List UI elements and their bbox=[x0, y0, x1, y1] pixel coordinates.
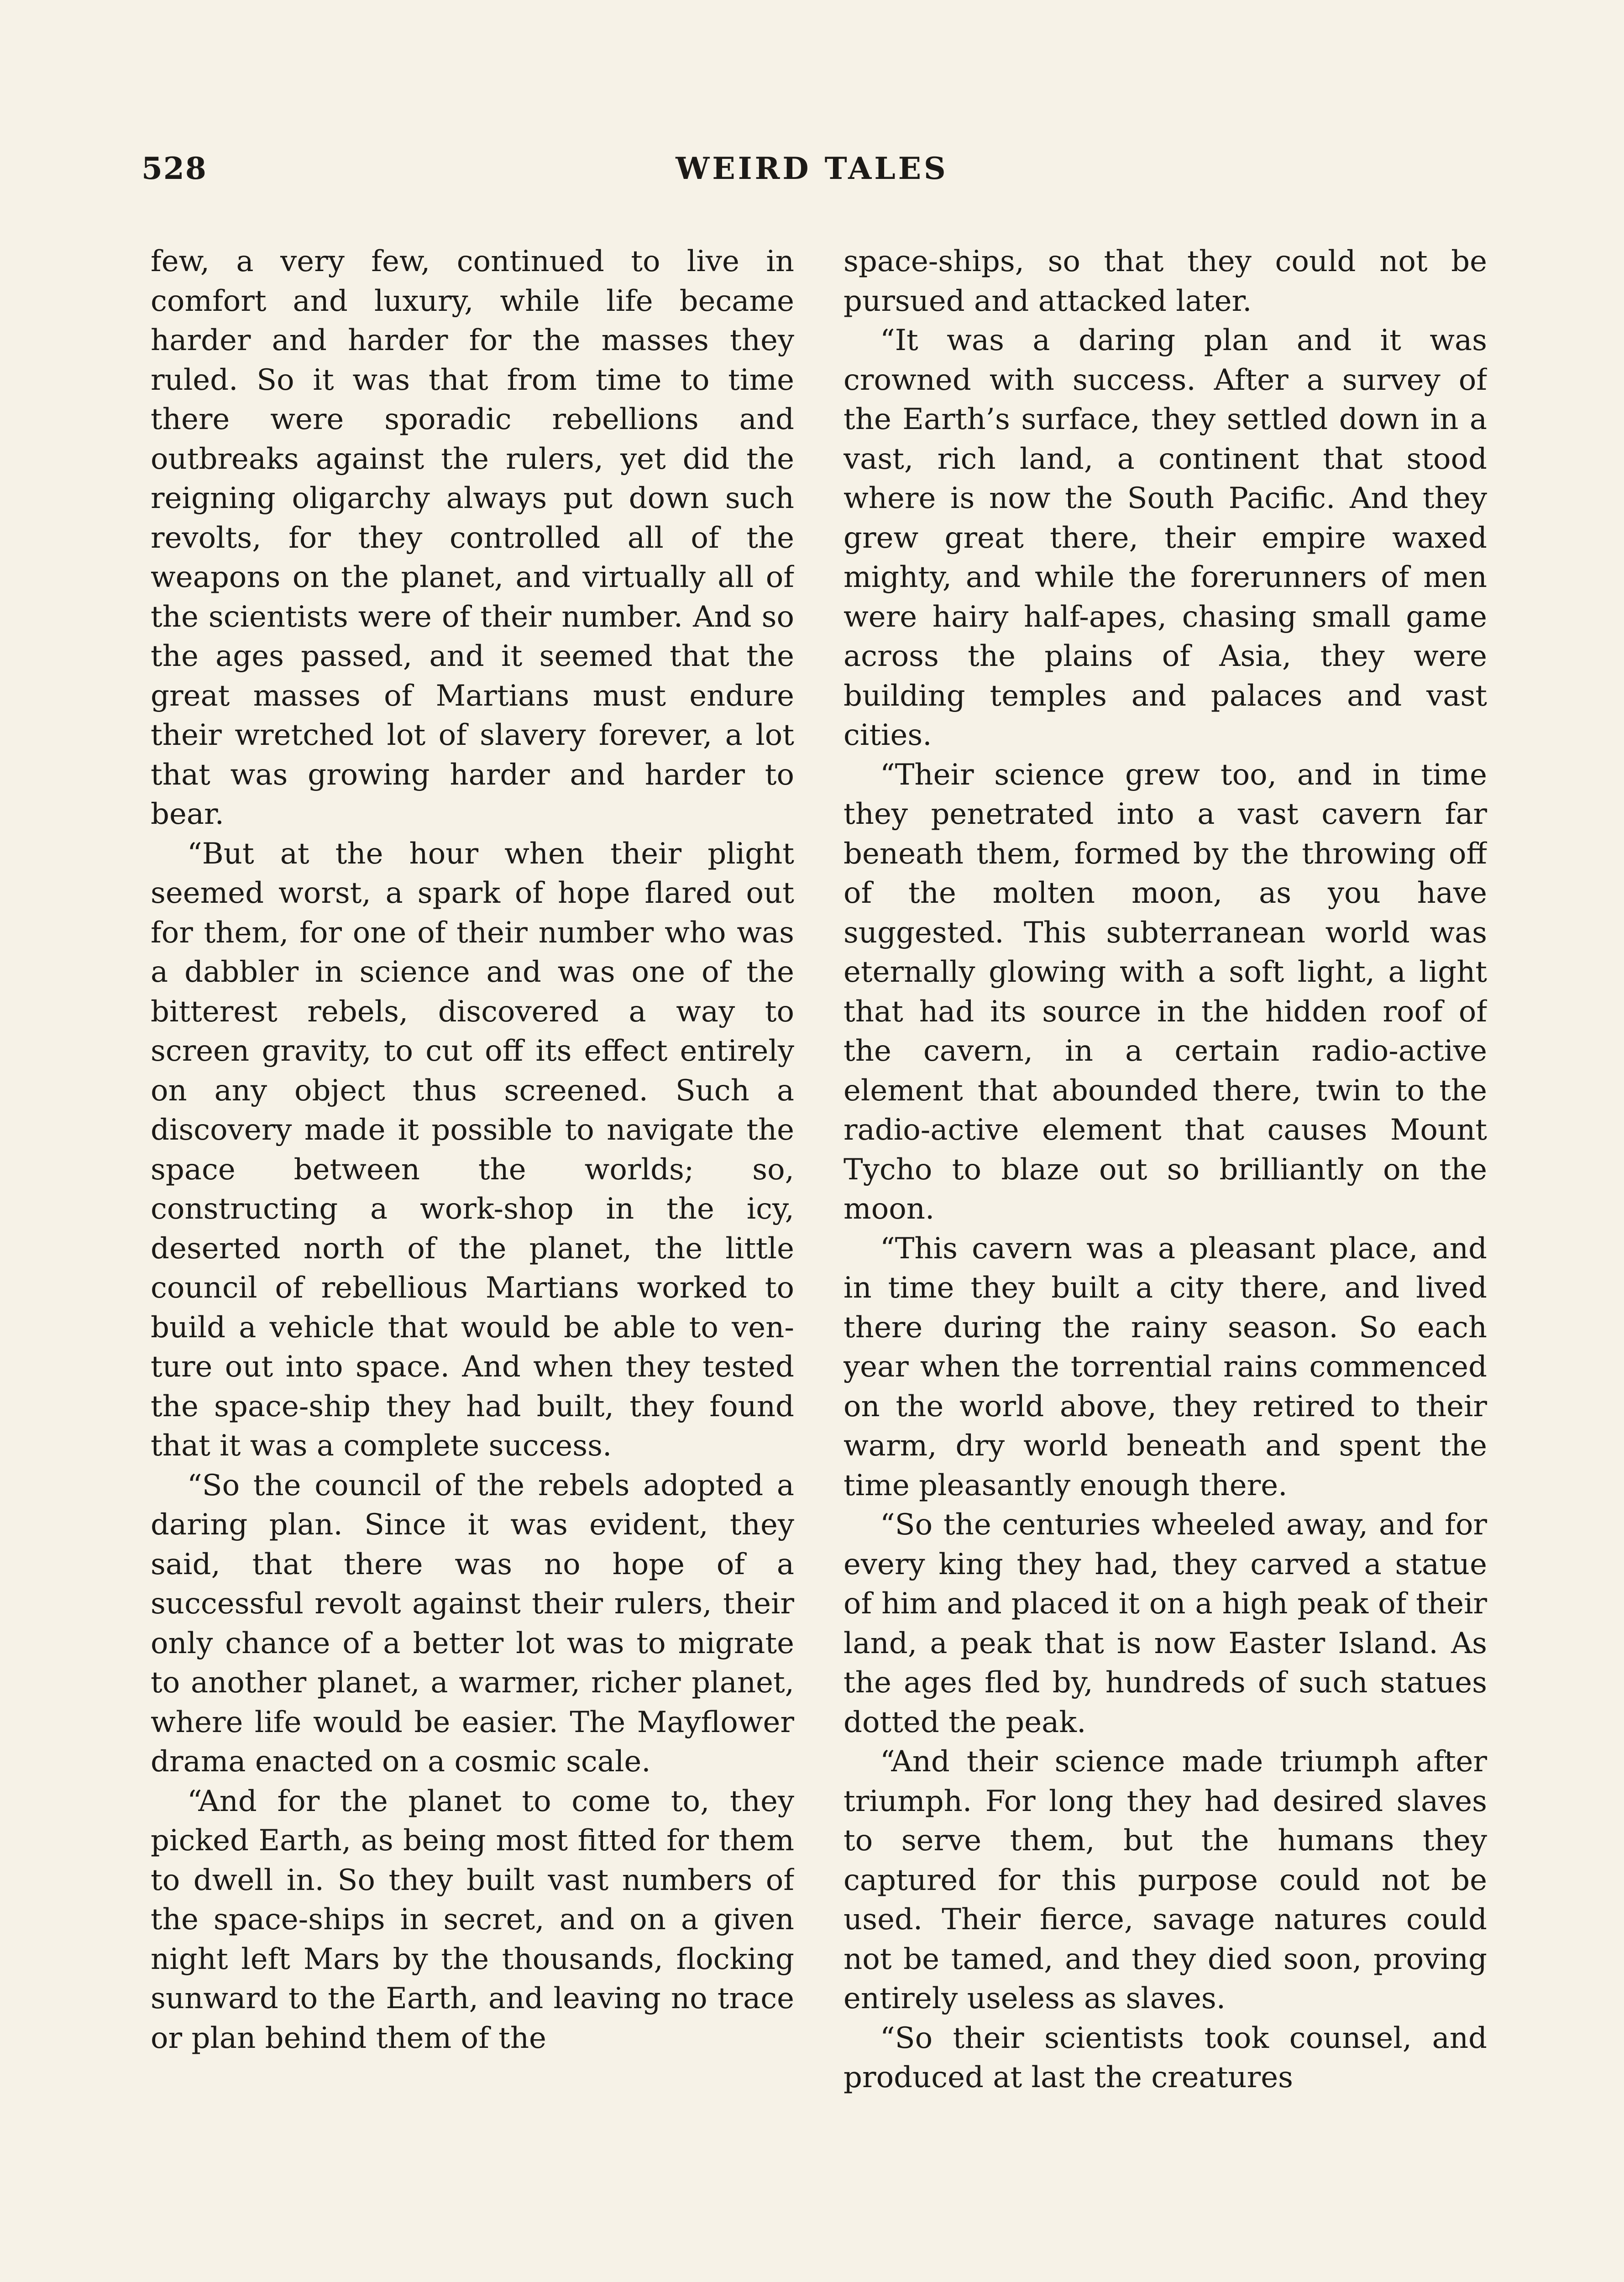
paragraph: “So their scientists took counsel, and produced at last the creatures bbox=[843, 2021, 1487, 2094]
paragraph: few, a very few, continued to live in comfort and luxury, while life became harder and harder for the masses they ruled. So it was that from time to time there were sporadic rebellions and outbreaks against the rulers, yet did the reigning oligarchy always put down such revolts, for they controlled all of the weapons on the planet, and virtually all of the scientists were of their number. And so the ages passed, and it seemed that the great masses of Martians must endure their wretched lot of slavery forever, a lot that was growing harder and harder to bear. bbox=[151, 245, 794, 831]
paragraph: “And for the planet to come to, they picked Earth, as being most fitted for them to dwell in. So they built vast numbers of the space-ships in secret, and on a given night left Mars by the thousands, flocking sunward to the Earth, and leaving no trace or plan behind them of the bbox=[151, 1784, 794, 2055]
running-head: WEIRD TALES bbox=[676, 151, 948, 186]
paragraph: “And their science made triumph after triumph. For long they had desired slaves to serve them, but the humans they captured for this purpose could not be used. Their fierce, savage natures could not be tamed, and they died soon, proving entirely useless as slaves. bbox=[843, 1745, 1487, 2015]
paragraph: “This cavern was a pleasant place, and in time they built a city there, and lived there during the rainy season. So each year when the torrential rains commenced on the world above, they retired to their warm, dry world beneath and spent the time pleasantly enough there. bbox=[843, 1231, 1487, 1502]
paragraph: “But at the hour when their plight seemed worst, a spark of hope flared out for them, for one of their number who was a dabbler in science and was one of the bitterest rebels, discovered a way to screen gravity, to cut off its effect entirely on any object thus screened. Such a discovery made it possible to navigate the space between the worlds; so, constructing a work-shop in the icy, deserted north of the planet, the little council of rebellious Martians worked to build a vehicle that would be able to venture out into space. And when they tested the space-ship they had built, they found that it was a complete success. bbox=[151, 837, 794, 1463]
paragraph: “So the centuries wheeled away, and for every king they had, they carved a statue of him and placed it on a high peak of their land, a peak that is now Easter Island. As the ages fled by, hundreds of such statues dotted the peak. bbox=[843, 1508, 1487, 1739]
paragraph: “Their science grew too, and in time they penetrated into a vast cavern far beneath them, formed by the throwing off of the molten moon, as you have suggested. This subterranean world was eternally glowing with a soft light, a light that had its source in the hidden roof of the cavern, in a certain radio-active element that abounded there, twin to the radio-active element that causes Mount Tycho to blaze out so brilliantly on the moon. bbox=[843, 758, 1487, 1226]
paragraph: “It was a daring plan and it was crowned with success. After a survey of the Earth’s surface, they settled down in a vast, rich land, a continent that stood where is now the South Pacific. And they grew great there, their empire waxed mighty, and while the forerunners of men were hairy half-apes, chasing small game across the plains of Asia, they were building temples and palaces and vast cities. bbox=[843, 324, 1487, 752]
left-column bbox=[151, 242, 794, 2282]
paragraph: space-ships, so that they could not be pursued and attacked later. bbox=[843, 245, 1487, 318]
page-number: 528 bbox=[141, 151, 207, 186]
paragraph: “So the council of the rebels adopted a daring plan. Since it was evident, they said, that there was no hope of a successful revolt against their rulers, their only chance of a better lot was to migrate to another planet, a warmer, richer planet, where life would be easier. The Mayflower drama enacted on a cosmic scale. bbox=[151, 1468, 794, 1779]
right-column bbox=[843, 242, 1487, 2282]
